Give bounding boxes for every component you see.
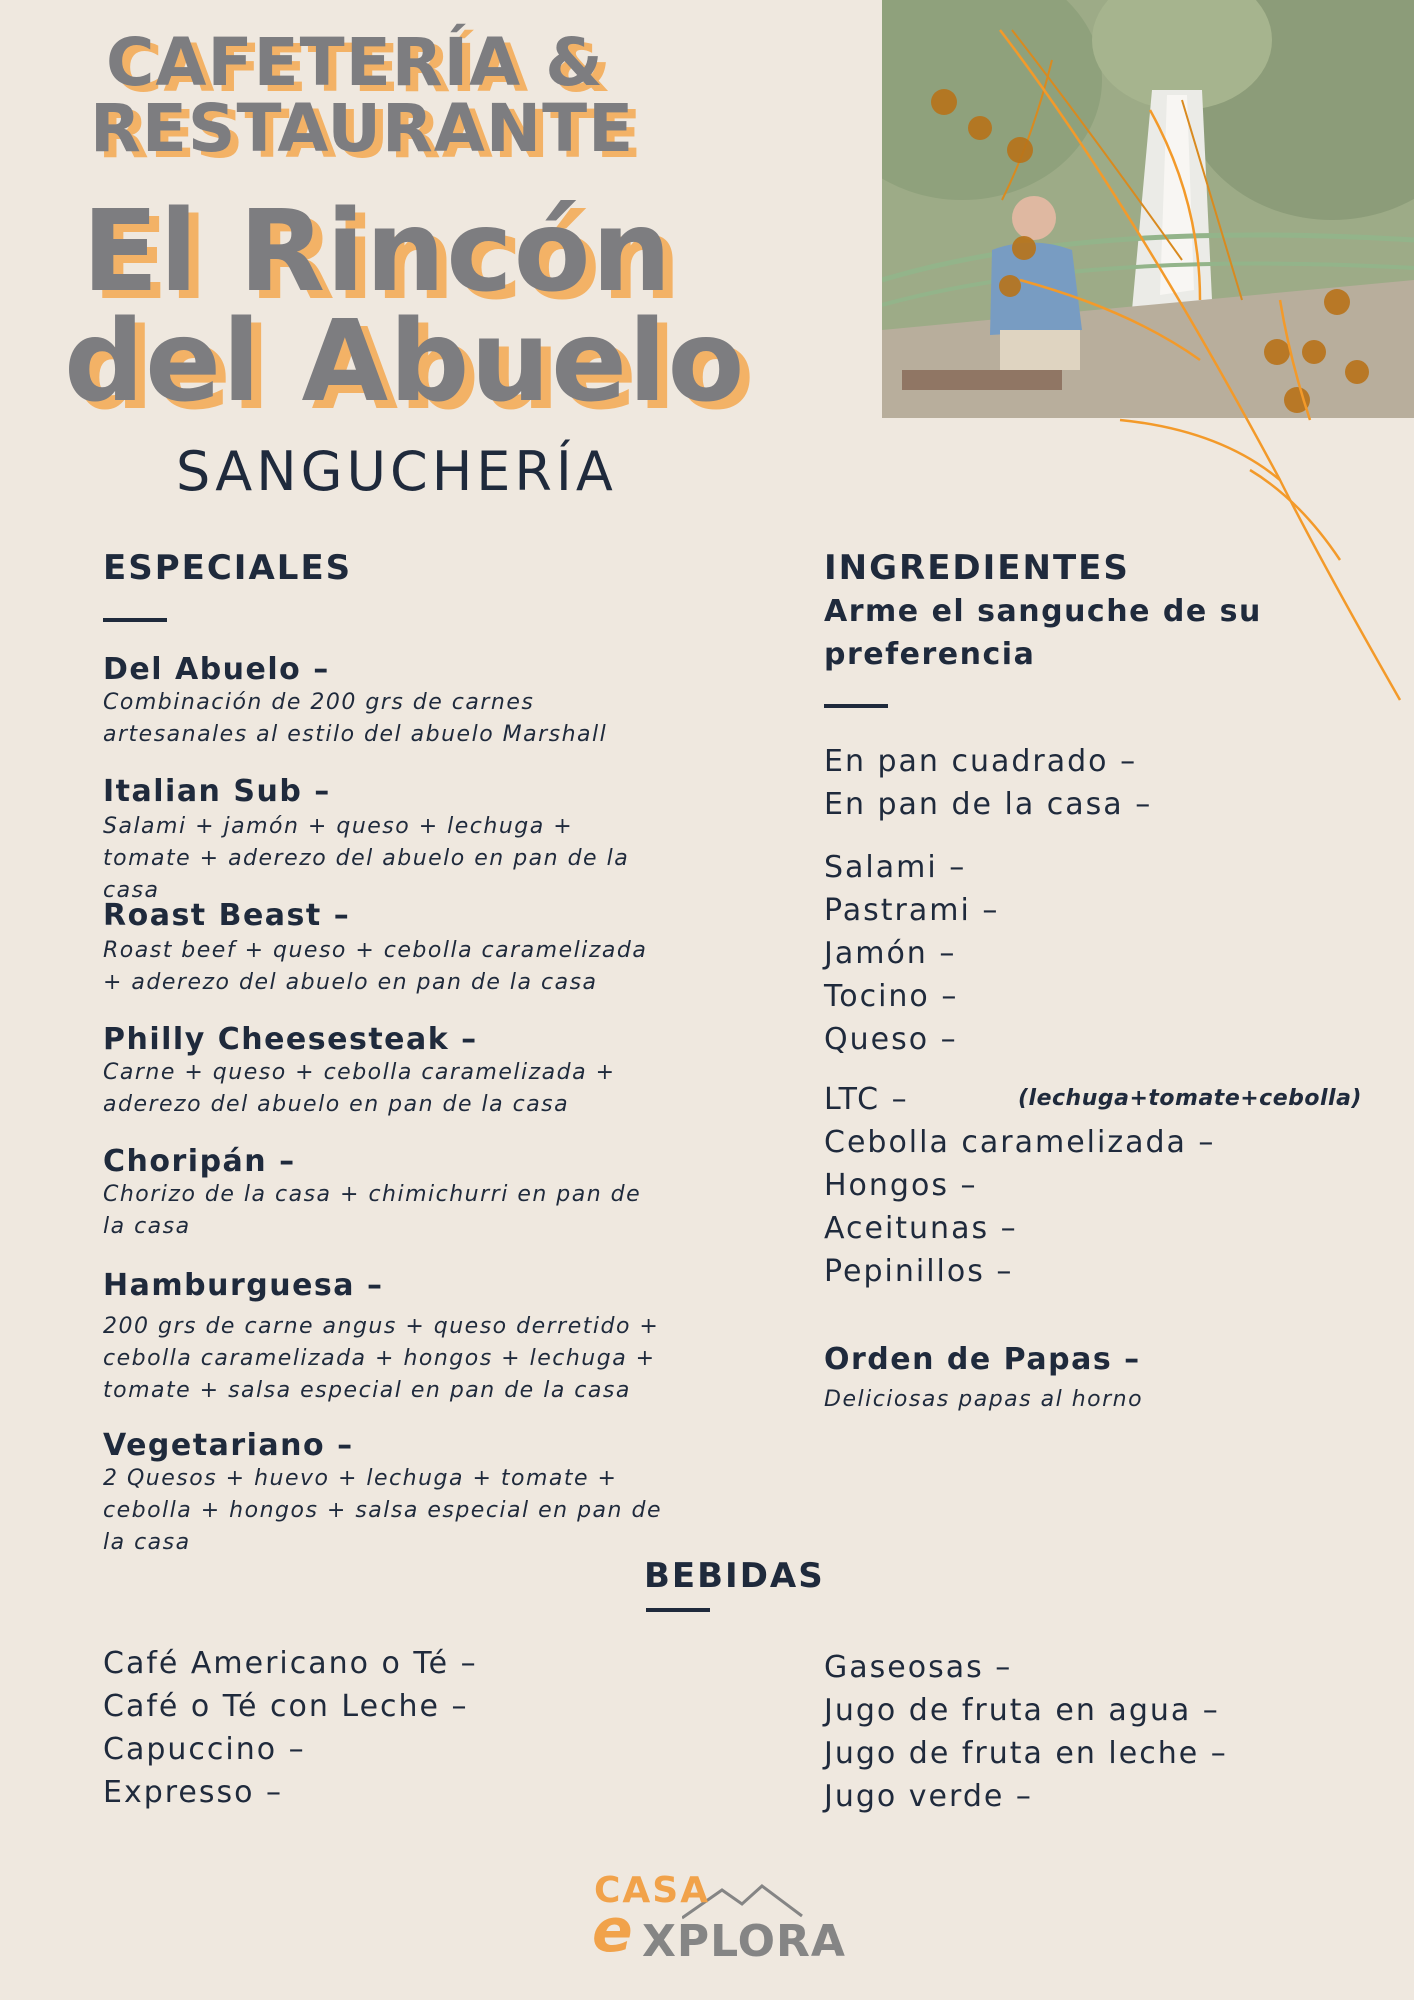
item-name: Roast Beast – [103,898,351,933]
ingredientes-subheading: Arme el sanguche de su preferencia [824,594,1262,672]
item-description: Carne + queso + cebolla caramelizada + aderezo del abuelo en pan de la casa [103,1060,616,1117]
item-name: Del Abuelo – [103,652,330,687]
item-description: Roast beef + queso + cebolla caramelizada + aderezo del abuelo en pan de la casa [103,938,648,995]
item-name: Choripán – [103,1144,296,1179]
item-description: Salami + jamón + queso + lechuga + tomate + aderezo del abuelo en pan de la casa [103,814,630,903]
page-subtitle: SANGUCHERÍA [176,440,617,503]
list-item: Jugo verde – [824,1779,1033,1814]
list-item: Jugo de fruta en agua – [824,1693,1220,1728]
list-item: En pan de la casa – [824,787,1153,822]
item-name: Hamburguesa – [103,1268,384,1303]
item-name: Philly Cheesesteak – [103,1022,478,1057]
logo-e-text: e [592,1896,633,1966]
list-item: Café o Té con Leche – [103,1689,469,1724]
list-item: Queso – [824,1022,958,1057]
list-item: Pastrami – [824,893,1000,928]
list-item [103,1268,683,1428]
item-name: Italian Sub – [103,774,331,809]
list-item: En pan cuadrado – [824,744,1138,779]
especiales-list [103,652,683,1559]
logo-xplora-text: XPLORA [642,1916,846,1967]
ingredientes-rule [824,704,888,708]
papas-name: Orden de Papas – [824,1342,1141,1377]
restaurant-name-line2: del Abuelo [64,297,746,427]
bread-list [824,740,1152,826]
extras-list [824,1078,1364,1293]
list-item: Hongos – [824,1168,978,1203]
bebidas-rule [646,1608,710,1612]
list-item: Tocino – [824,979,959,1014]
item-description: Chorizo de la casa + chimichurri en pan de la casa [103,1182,642,1239]
ltc-label: LTC – [824,1082,909,1117]
header-line1: CAFETERÍA & [106,24,604,101]
list-item [103,1022,683,1144]
list-item: Capuccino – [103,1732,306,1767]
especiales-heading: ESPECIALES [103,548,353,588]
list-item: Aceitunas – [824,1211,1018,1246]
casa-explora-logo [592,1870,846,1980]
header-line2: RESTAURANTE [90,90,635,167]
ingredientes-heading: INGREDIENTES [824,548,1130,588]
list-item: Gaseosas – [824,1650,1013,1685]
list-item: Salami – [824,850,967,885]
list-item: Jamón – [824,936,957,971]
list-item [103,774,683,903]
especiales-rule [103,618,167,622]
list-item: Jugo de fruta en leche – [824,1736,1228,1771]
item-description: Combinación de 200 grs de carnes artesanales al estilo del abuelo Marshall [103,690,608,747]
list-item [103,898,683,1022]
list-item [103,1428,683,1559]
list-item: Expresso – [103,1775,284,1810]
item-description: 200 grs de carne angus + queso derretido + cebolla caramelizada + hongos + lechuga + tomate + salsa especial en pan de la casa [103,1314,660,1403]
list-item: Café Americano o Té – [103,1646,478,1681]
ltc-row [824,1078,1364,1121]
item-name: Vegetariano – [103,1428,354,1463]
header-block [60,24,820,167]
ltc-note: (lechuga+tomate+cebolla) [1018,1086,1362,1111]
papas-description: Deliciosas papas al horno [824,1387,1144,1412]
list-item [103,652,683,774]
meat-list [824,846,999,1061]
bebidas-left-list [103,1642,478,1814]
bebidas-heading: BEBIDAS [644,1556,825,1596]
bebidas-right-list [824,1646,1228,1818]
restaurant-name-line1: El Rincón [82,187,673,317]
list-item: Pepinillos – [824,1254,1014,1289]
item-description: 2 Quesos + huevo + lechuga + tomate + cebolla + hongos + salsa especial en pan de la casa [103,1466,662,1555]
list-item: Cebolla caramelizada – [824,1125,1216,1160]
list-item [103,1144,683,1268]
logo-casa-text: CASA [594,1870,711,1911]
